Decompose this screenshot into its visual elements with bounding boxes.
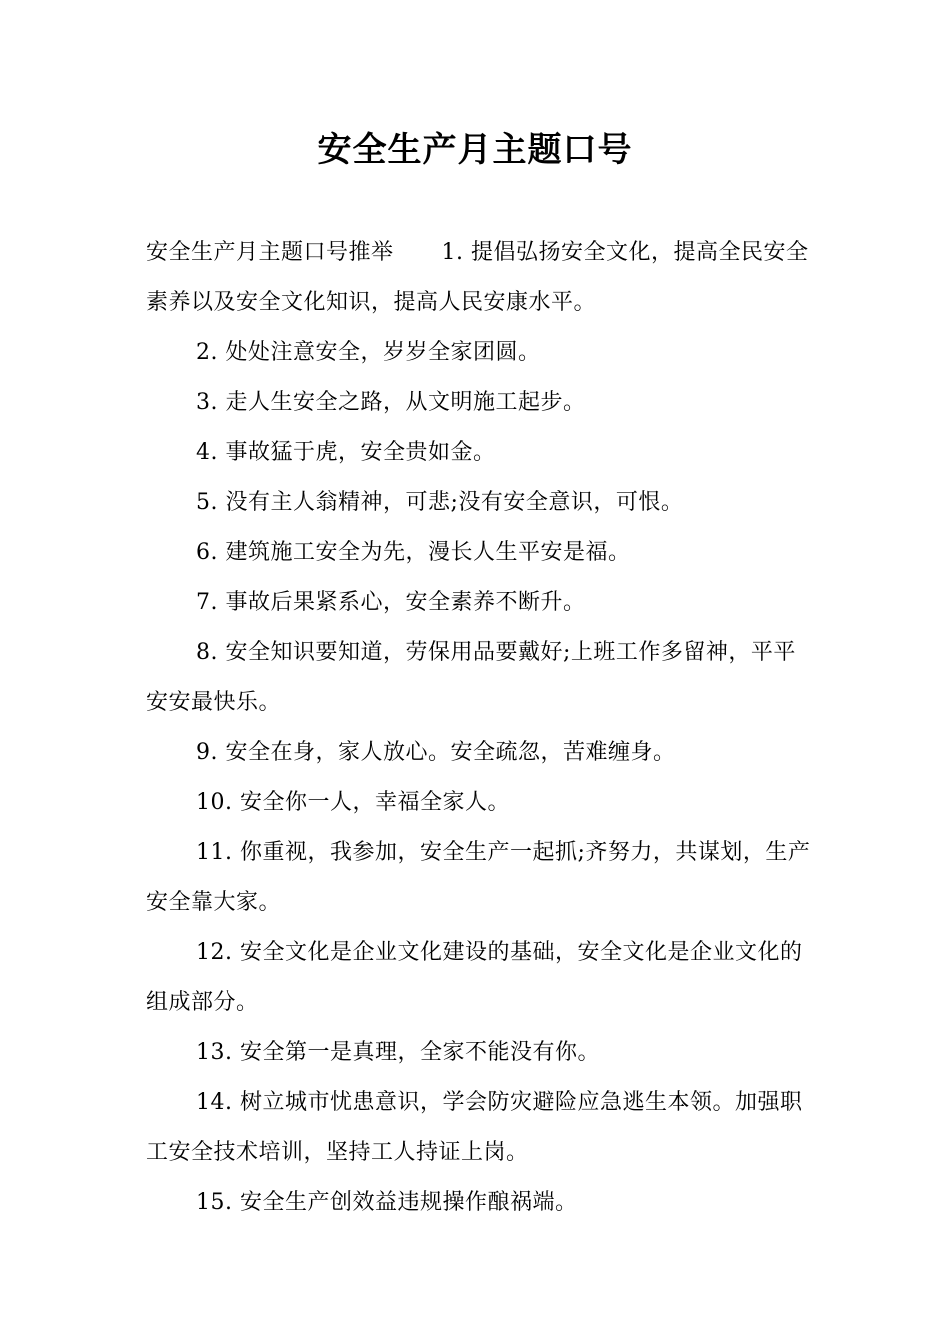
slogan-item-7: 7. 事故后果紧系心，安全素养不断升。	[196, 590, 586, 615]
slogan-item-2: 2. 处处注意安全，岁岁全家团圆。	[196, 340, 541, 365]
slogan-item-8: 8. 安全知识要知道，劳保用品要戴好;上班工作多留神，平平安安最快乐。	[146, 640, 796, 715]
slogan-item-15: 15. 安全生产创效益违规操作酿祸端。	[196, 1190, 578, 1215]
slogan-item-10: 10. 安全你一人，幸福全家人。	[196, 790, 510, 815]
slogan-item-12: 12. 安全文化是企业文化建设的基础，安全文化是企业文化的组成部分。	[146, 940, 803, 1015]
slogan-item-3: 3. 走人生安全之路，从文明施工起步。	[196, 390, 586, 415]
slogan-item-6: 6. 建筑施工安全为先，漫长人生平安是福。	[196, 540, 631, 565]
intro-label: 安全生产月主题口号推举	[146, 240, 394, 265]
slogan-item-13: 13. 安全第一是真理，全家不能没有你。	[196, 1040, 600, 1065]
slogan-item-9: 9. 安全在身，家人放心。安全疏忽，苦难缠身。	[196, 740, 676, 765]
slogan-item-5: 5. 没有主人翁精神，可悲;没有安全意识，可恨。	[196, 490, 684, 515]
slogan-item-1: 1. 提倡弘扬安全文化，提高全民安全素养以及安全文化知识，提高人民安康水平。	[146, 240, 809, 315]
document-body	[146, 228, 814, 1228]
slogan-item-11: 11. 你重视，我参加，安全生产一起抓;齐努力，共谋划，生产安全靠大家。	[146, 840, 811, 915]
slogan-item-4: 4. 事故猛于虎，安全贵如金。	[196, 440, 496, 465]
intro-paragraph	[146, 228, 814, 328]
document-title: 安全生产月主题口号	[317, 130, 633, 170]
slogan-item-14: 14. 树立城市忧患意识，学会防灾避险应急逃生本领。加强职工安全技术培训，坚持工人持证上岗。	[146, 1090, 803, 1165]
